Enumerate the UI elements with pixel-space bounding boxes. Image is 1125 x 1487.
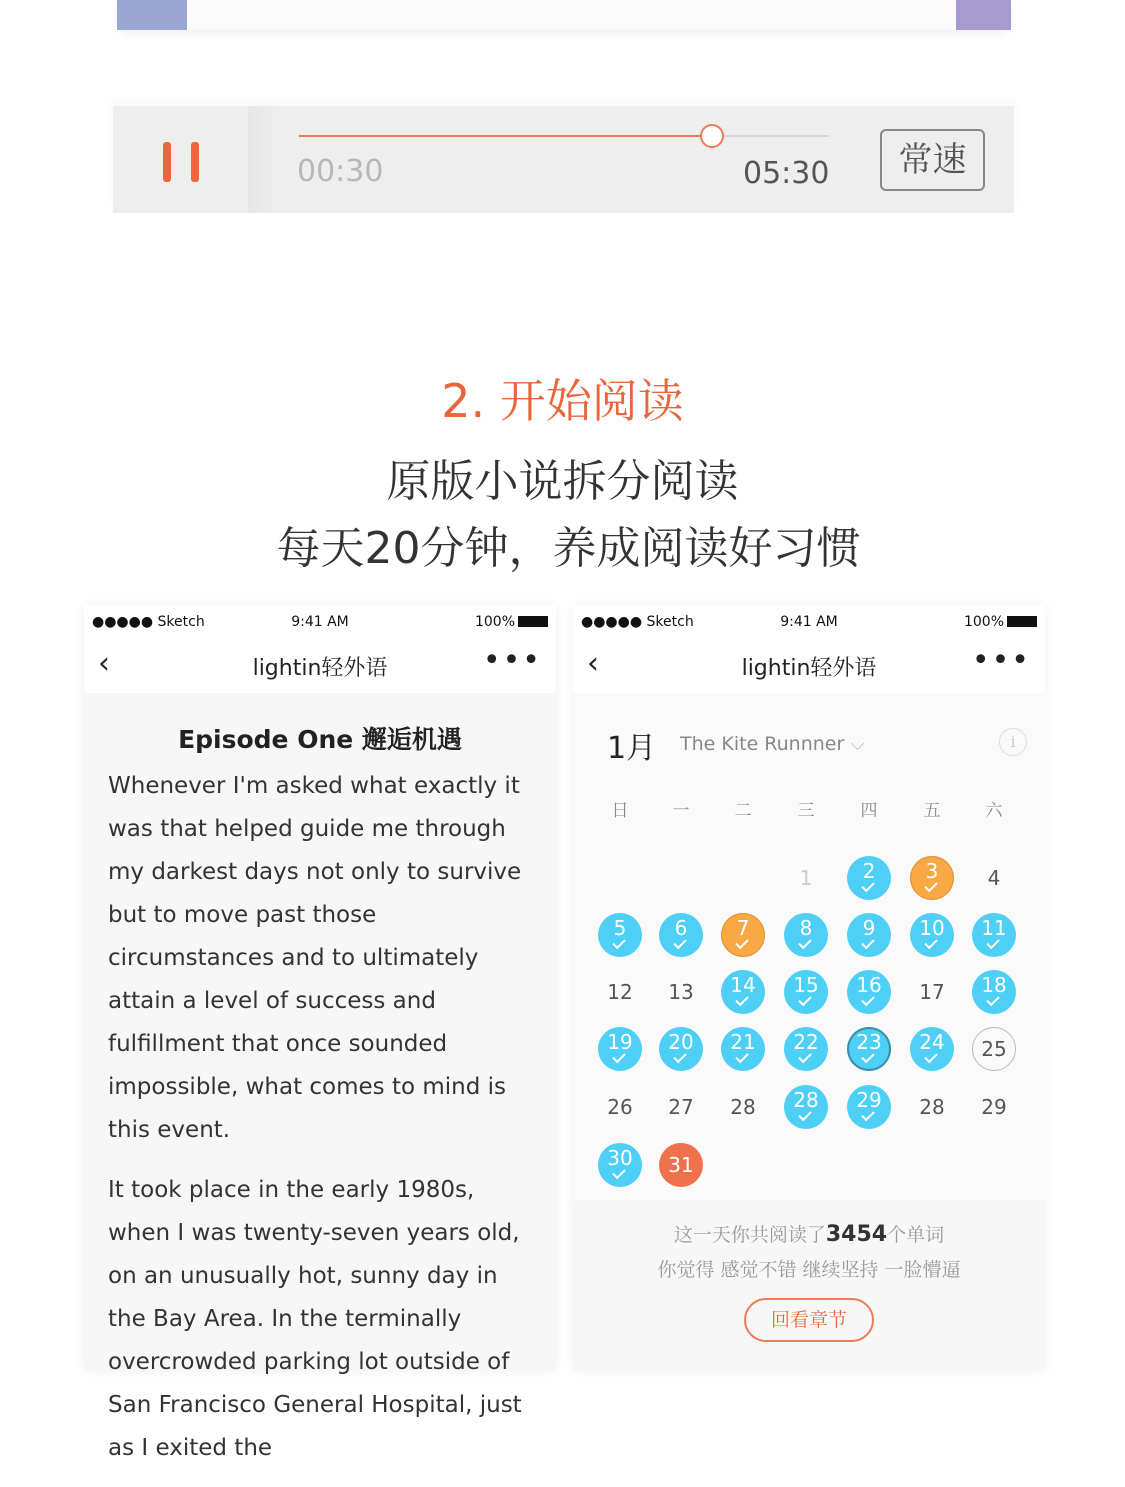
weekday-label: 五 bbox=[923, 801, 941, 821]
calendar-day[interactable] bbox=[721, 1085, 765, 1129]
day-number: 29 bbox=[981, 1095, 1007, 1119]
info-icon[interactable]: i bbox=[999, 728, 1027, 756]
top-card bbox=[117, 0, 1011, 30]
nav-bar bbox=[84, 637, 556, 693]
calendar-day[interactable] bbox=[847, 1085, 891, 1129]
calendar-day[interactable] bbox=[784, 913, 828, 957]
calendar-day[interactable] bbox=[784, 1027, 828, 1071]
battery-icon bbox=[518, 616, 548, 627]
weekday-label: 三 bbox=[797, 801, 815, 821]
day-number: 28 bbox=[793, 1088, 819, 1112]
calendar-day[interactable] bbox=[659, 970, 703, 1014]
calendar-phone bbox=[573, 605, 1045, 1371]
calendar-day[interactable] bbox=[972, 970, 1016, 1014]
day-number: 4 bbox=[987, 866, 1001, 890]
nav-bar bbox=[573, 637, 1045, 693]
calendar-day[interactable] bbox=[847, 856, 891, 900]
progress-knob[interactable] bbox=[700, 124, 724, 148]
day-number: 25 bbox=[981, 1037, 1007, 1061]
day-number: 16 bbox=[856, 973, 882, 997]
status-bar bbox=[84, 605, 556, 637]
calendar-day[interactable] bbox=[784, 970, 828, 1014]
calendar-day[interactable] bbox=[721, 970, 765, 1014]
calendar-day[interactable] bbox=[598, 1085, 642, 1129]
back-icon[interactable]: ‹ bbox=[587, 646, 599, 681]
section-subtitle-2: 每天20分钟，养成阅读好习惯 bbox=[276, 523, 861, 574]
calendar-day[interactable] bbox=[910, 970, 954, 1014]
calendar-day[interactable] bbox=[659, 913, 703, 957]
calendar-day[interactable] bbox=[598, 1027, 642, 1071]
speed-button[interactable]: 常速 bbox=[880, 129, 985, 191]
chevron-down-icon: ⌵ bbox=[850, 733, 865, 755]
day-number: 28 bbox=[730, 1095, 756, 1119]
calendar-day[interactable] bbox=[721, 913, 765, 957]
calendar-day[interactable] bbox=[910, 1027, 954, 1071]
day-number: 14 bbox=[730, 973, 756, 997]
clock: 9:41 AM bbox=[291, 614, 349, 630]
pause-icon[interactable] bbox=[163, 142, 199, 182]
summary-suffix: 个单词 bbox=[887, 1224, 945, 1246]
back-icon[interactable]: ‹ bbox=[98, 646, 110, 681]
calendar-day[interactable] bbox=[847, 913, 891, 957]
day-number: 29 bbox=[856, 1088, 882, 1112]
day-number: 2 bbox=[862, 859, 876, 883]
day-number: 23 bbox=[856, 1030, 882, 1054]
calendar-day[interactable] bbox=[972, 1027, 1016, 1071]
reading-phone bbox=[84, 605, 556, 1461]
calendar-day[interactable] bbox=[972, 856, 1016, 900]
day-number: 19 bbox=[607, 1030, 633, 1054]
weekday-label: 一 bbox=[672, 801, 690, 821]
clock: 9:41 AM bbox=[780, 614, 838, 630]
battery-level: 100% bbox=[474, 614, 515, 630]
calendar-day[interactable] bbox=[598, 970, 642, 1014]
calendar-day[interactable] bbox=[910, 913, 954, 957]
calendar-day[interactable] bbox=[598, 913, 642, 957]
day-number: 5 bbox=[613, 916, 627, 940]
day-number: 12 bbox=[607, 980, 633, 1004]
day-number: 1 bbox=[799, 866, 813, 890]
audio-player bbox=[113, 106, 1014, 213]
battery bbox=[475, 614, 548, 630]
day-number: 26 bbox=[607, 1095, 633, 1119]
more-icon[interactable]: ••• bbox=[482, 643, 542, 678]
day-number: 3 bbox=[925, 859, 939, 883]
nav-title: lightin轻外语 bbox=[741, 656, 877, 681]
calendar-day[interactable] bbox=[659, 1085, 703, 1129]
word-count: 3454 bbox=[825, 1222, 888, 1247]
day-number: 11 bbox=[981, 916, 1007, 940]
weekday-label: 二 bbox=[734, 801, 752, 821]
day-number: 21 bbox=[730, 1030, 756, 1054]
more-icon[interactable]: ••• bbox=[971, 643, 1031, 678]
calendar-month: 1月 bbox=[607, 731, 657, 766]
calendar-day[interactable] bbox=[784, 856, 828, 900]
day-number: 7 bbox=[736, 916, 750, 940]
day-number: 9 bbox=[862, 916, 876, 940]
day-number: 8 bbox=[799, 916, 813, 940]
reading-text bbox=[108, 765, 538, 1487]
day-number: 27 bbox=[668, 1095, 694, 1119]
episode-title: Episode One 邂逅机遇 bbox=[178, 725, 462, 754]
calendar-day[interactable] bbox=[910, 1085, 954, 1129]
book-title: The Kite Runnner bbox=[680, 733, 845, 755]
battery-icon bbox=[1007, 616, 1037, 627]
player-divider bbox=[248, 106, 278, 213]
section-subtitle-1: 原版小说拆分阅读 bbox=[386, 456, 739, 507]
paragraph: Whenever I'm asked what exactly it was that helped guide me through my darkest days not only to survive but to move past those circumstances and to ultimately attain a level of success and fulfillment that once sounded impossible, what comes to mind is this event. bbox=[108, 773, 522, 1143]
calendar-day[interactable] bbox=[972, 913, 1016, 957]
day-number: 30 bbox=[607, 1146, 633, 1170]
paragraph: It took place in the early 1980s, when I was twenty-seven years old, on an unusually hot, sunny day in the Bay Area. In the terminally overcrowded parking lot outside of San Francisco General Hospital, just as I exited the bbox=[108, 1177, 522, 1461]
status-bar bbox=[573, 605, 1045, 637]
day-number: 31 bbox=[668, 1153, 694, 1177]
calendar-day[interactable] bbox=[721, 1027, 765, 1071]
day-number: 13 bbox=[668, 980, 694, 1004]
section-title: 2. 开始阅读 bbox=[441, 374, 684, 428]
day-number: 20 bbox=[668, 1030, 694, 1054]
weekday-label: 六 bbox=[985, 801, 1003, 821]
day-number: 10 bbox=[919, 916, 945, 940]
battery-level: 100% bbox=[963, 614, 1004, 630]
calendar-day[interactable] bbox=[972, 1085, 1016, 1129]
card-left-edge bbox=[117, 0, 187, 30]
total-time: 05:30 bbox=[743, 156, 830, 191]
weekday-label: 四 bbox=[860, 801, 878, 821]
progress-track[interactable] bbox=[299, 135, 829, 137]
reading-summary bbox=[573, 1220, 1045, 1247]
day-number: 22 bbox=[793, 1030, 819, 1054]
day-number: 28 bbox=[919, 1095, 945, 1119]
elapsed-time: 00:30 bbox=[297, 154, 384, 189]
book-selector[interactable] bbox=[680, 733, 865, 755]
day-number: 6 bbox=[674, 916, 688, 940]
day-number: 24 bbox=[919, 1030, 945, 1054]
progress-fill bbox=[299, 135, 712, 137]
calendar-day[interactable] bbox=[847, 970, 891, 1014]
nav-title: lightin轻外语 bbox=[252, 656, 388, 681]
day-number: 15 bbox=[793, 973, 819, 997]
calendar-day[interactable] bbox=[598, 1143, 642, 1187]
battery bbox=[964, 614, 1037, 630]
carrier: ●●●●● Sketch bbox=[581, 614, 694, 630]
calendar bbox=[573, 693, 1045, 1201]
day-number: 17 bbox=[919, 980, 945, 1004]
card-right-edge bbox=[956, 0, 1011, 30]
calendar-day[interactable] bbox=[910, 856, 954, 900]
day-number: 18 bbox=[981, 973, 1007, 997]
calendar-day[interactable] bbox=[847, 1027, 891, 1071]
review-chapter-button[interactable]: 回看章节 bbox=[744, 1298, 874, 1342]
carrier: ●●●●● Sketch bbox=[92, 614, 205, 630]
calendar-day[interactable] bbox=[784, 1085, 828, 1129]
feedback-options[interactable]: 你觉得 感觉不错 继续坚持 一脸懵逼 bbox=[657, 1259, 961, 1281]
summary-prefix: 这一天你共阅读了 bbox=[673, 1224, 826, 1246]
calendar-day[interactable] bbox=[659, 1143, 703, 1187]
calendar-day[interactable] bbox=[659, 1027, 703, 1071]
weekday-label: 日 bbox=[611, 801, 629, 821]
